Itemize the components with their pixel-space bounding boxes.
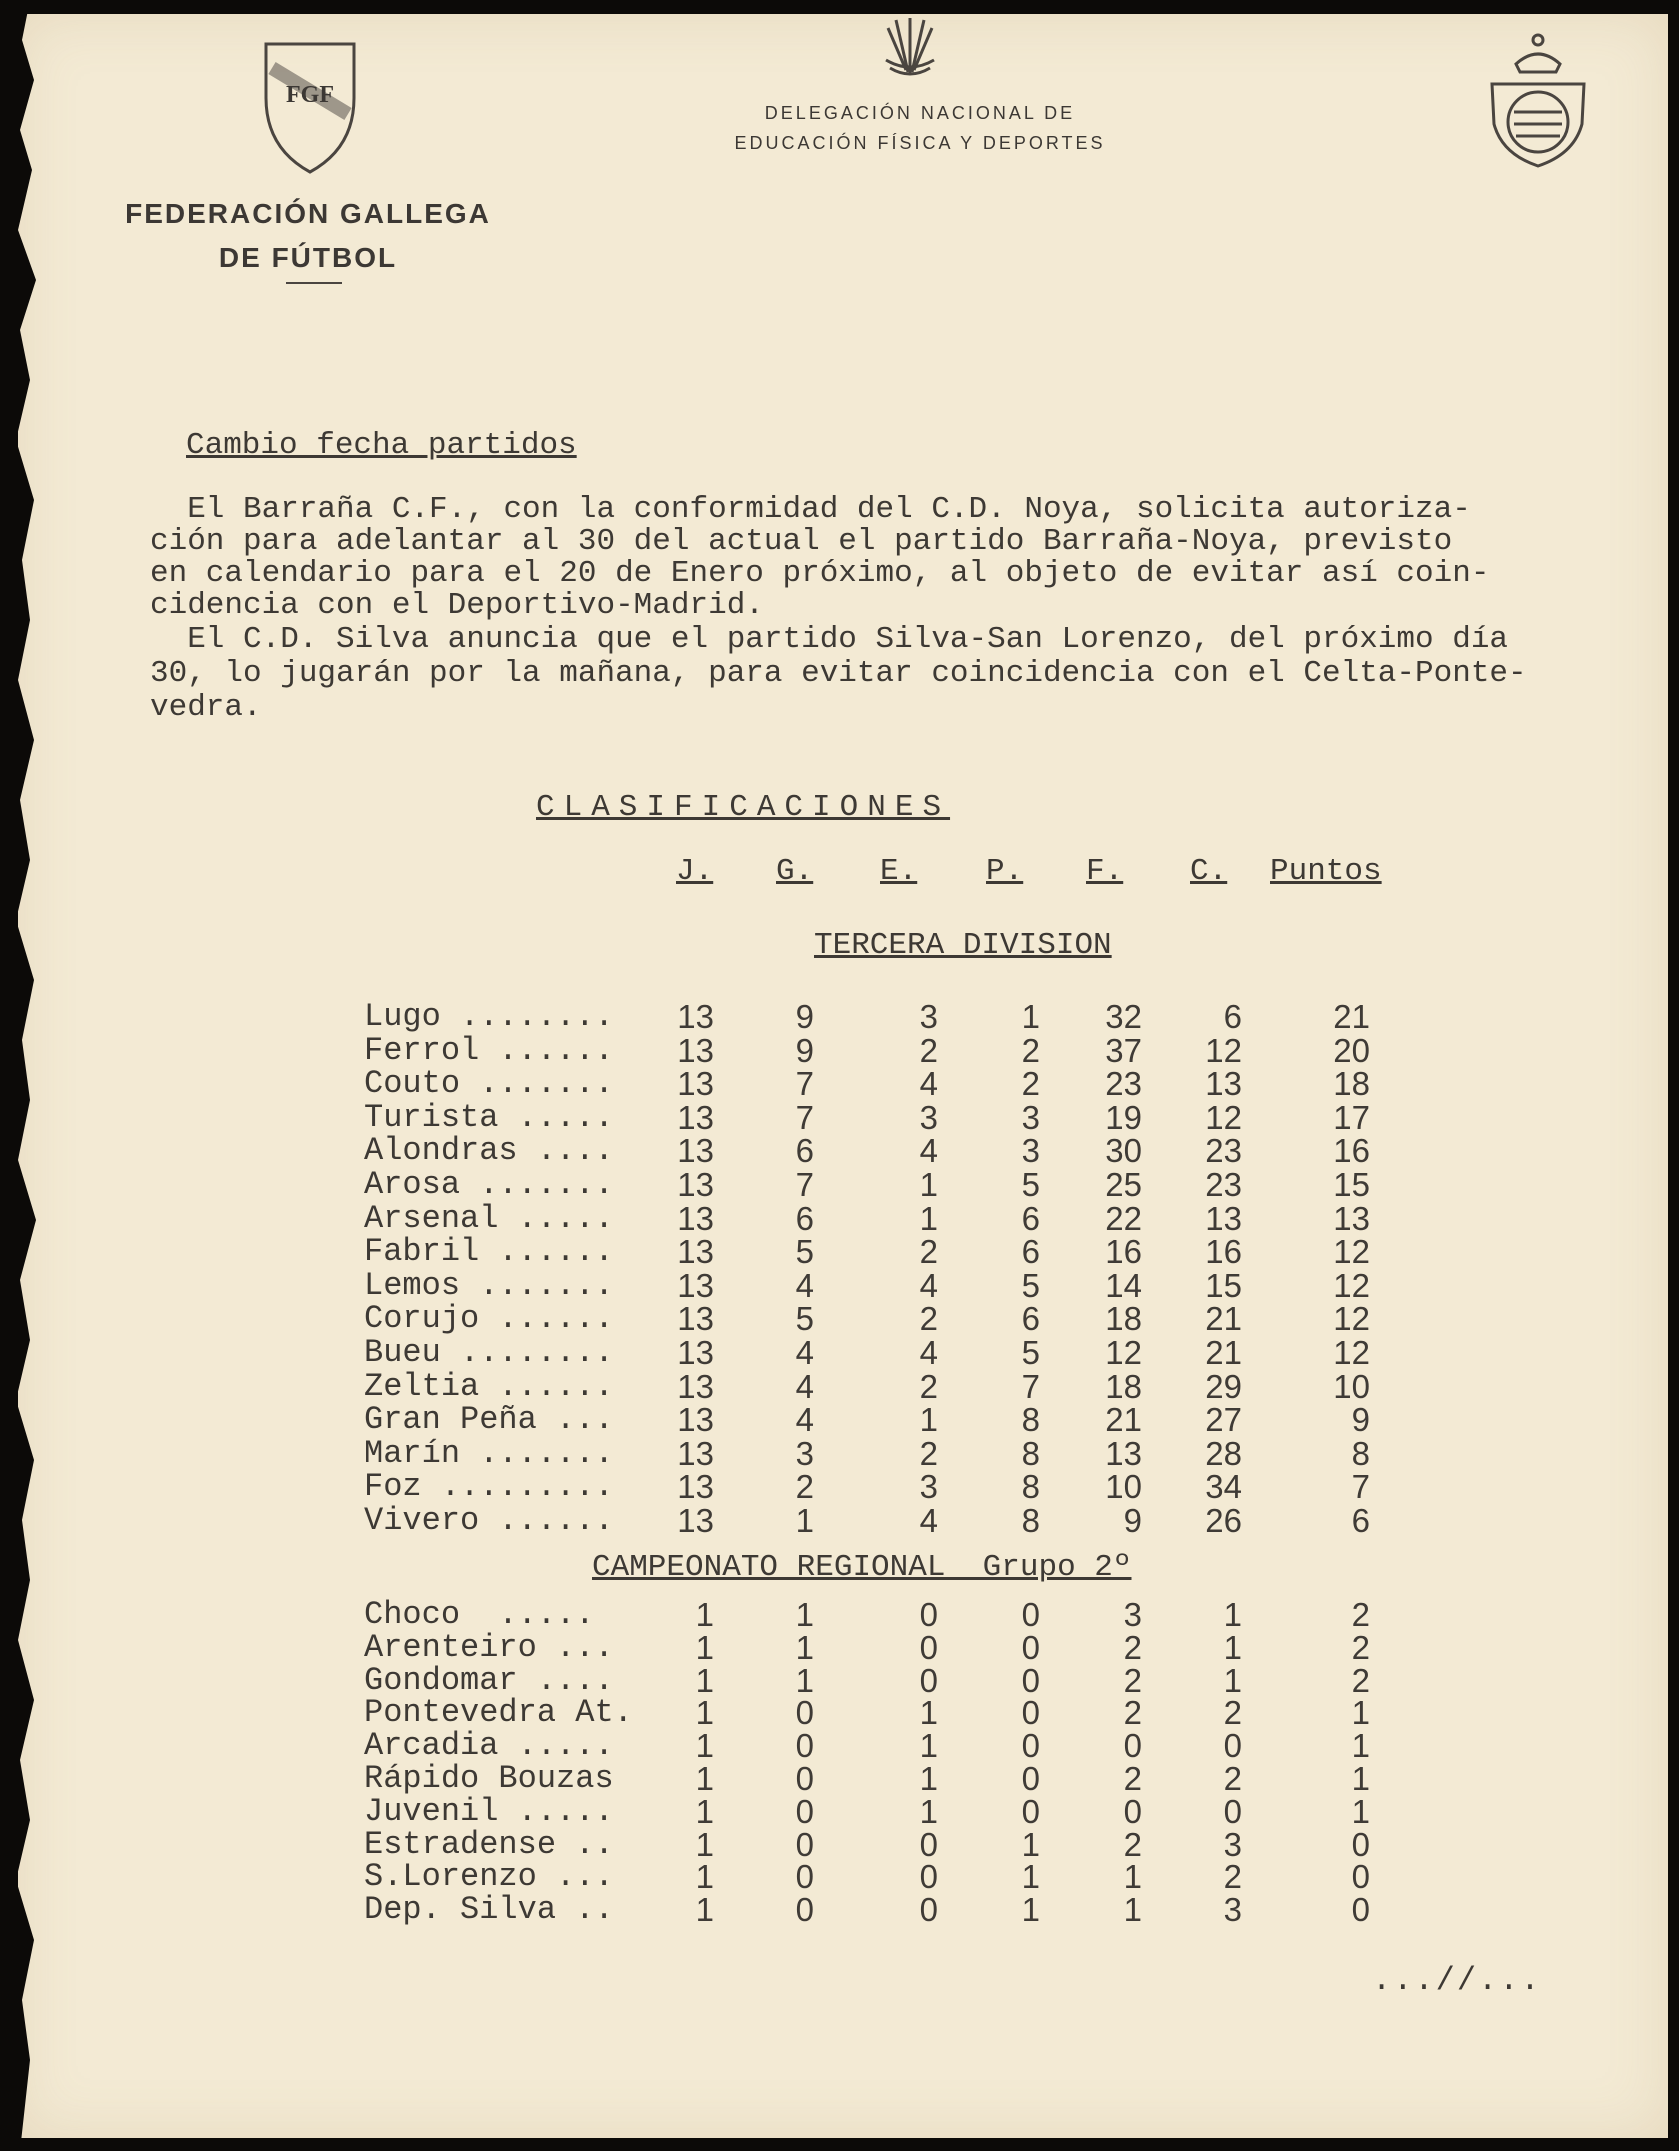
cell-g: 0	[795, 1727, 814, 1765]
cell-pts: 21	[1333, 998, 1370, 1035]
cell-g: 4	[795, 1266, 814, 1304]
cell-pts: 1	[1351, 1792, 1370, 1830]
table-row	[0, 1334, 1679, 1371]
cell-pts: 1	[1351, 1694, 1370, 1732]
table-row	[0, 998, 1679, 1035]
table-row	[0, 1596, 1679, 1633]
cell-pts: 7	[1351, 1468, 1370, 1506]
cell-f: 22	[1105, 1199, 1142, 1237]
cell-f: 21	[1105, 1401, 1142, 1439]
cell-c: 34	[1205, 1468, 1242, 1506]
table-row	[0, 1858, 1679, 1896]
table-row	[0, 1825, 1679, 1863]
cell-f: 2	[1123, 1825, 1142, 1863]
notice-line: El Barraña C.F., con la conformidad del C.D. Noya, solicita autoriza-	[150, 492, 1471, 527]
cell-c: 0	[1223, 1792, 1242, 1830]
table-row	[0, 1367, 1679, 1405]
team-name: Gran Peña ...	[364, 1401, 614, 1439]
cell-c: 1	[1223, 1628, 1242, 1666]
cell-c: 2	[1223, 1760, 1242, 1797]
table-row	[0, 1300, 1679, 1338]
table-row	[0, 1661, 1679, 1699]
cell-pts: 1	[1351, 1727, 1370, 1765]
cell-j: 1	[695, 1891, 714, 1929]
cell-e: 4	[919, 1132, 938, 1170]
svg-text:FGF: FGF	[286, 82, 334, 108]
table-row	[0, 1098, 1679, 1136]
cell-p: 1	[1021, 1825, 1040, 1863]
cell-f: 30	[1105, 1132, 1142, 1170]
cell-pts: 1	[1351, 1760, 1370, 1797]
cell-pts: 0	[1351, 1825, 1370, 1863]
header-rule	[286, 282, 342, 284]
cell-e: 0	[919, 1661, 938, 1699]
notice-line: ción para adelantar al 30 del actual el partido Barraña-Noya, previsto	[150, 524, 1453, 559]
column-header-g: G.	[776, 854, 814, 889]
cell-g: 1	[795, 1596, 814, 1633]
regional-title: CAMPEONATO REGIONAL Grupo 2º	[592, 1550, 1132, 1585]
team-name: Lemos .......	[364, 1266, 614, 1304]
cell-p: 6	[1021, 1233, 1040, 1271]
cell-j: 13	[677, 1166, 714, 1203]
cell-c: 1	[1223, 1661, 1242, 1699]
cell-c: 12	[1205, 1031, 1242, 1069]
cell-f: 0	[1123, 1727, 1142, 1765]
cell-f: 32	[1105, 998, 1142, 1035]
cell-p: 0	[1021, 1628, 1040, 1666]
cell-g: 1	[795, 1661, 814, 1699]
cell-f: 1	[1123, 1858, 1142, 1896]
cell-j: 1	[695, 1694, 714, 1732]
cell-g: 0	[795, 1792, 814, 1830]
yoke-arrows-emblem	[880, 14, 940, 82]
cell-j: 13	[677, 1266, 714, 1304]
cell-f: 14	[1105, 1266, 1142, 1304]
table-row	[0, 1199, 1679, 1237]
cell-p: 6	[1021, 1199, 1040, 1237]
cell-e: 3	[919, 998, 938, 1035]
cell-g: 3	[795, 1434, 814, 1472]
cell-p: 0	[1021, 1596, 1040, 1633]
cell-p: 6	[1021, 1300, 1040, 1338]
cell-f: 25	[1105, 1166, 1142, 1203]
cell-p: 1	[1021, 998, 1040, 1035]
cell-j: 1	[695, 1596, 714, 1633]
cell-f: 2	[1123, 1694, 1142, 1732]
cell-j: 13	[677, 1233, 714, 1271]
cell-g: 7	[795, 1166, 814, 1203]
cell-j: 1	[695, 1792, 714, 1830]
team-name: Foz .........	[364, 1468, 614, 1506]
team-name: Arenteiro ...	[364, 1628, 614, 1666]
cell-e: 1	[919, 1199, 938, 1237]
cell-j: 1	[695, 1727, 714, 1765]
notice-line: 30, lo jugarán por la mañana, para evitar coincidencia con el Celta-Ponte-	[150, 656, 1527, 691]
cell-f: 23	[1105, 1065, 1142, 1103]
cell-f: 19	[1105, 1098, 1142, 1136]
team-name: Arsenal .....	[364, 1199, 614, 1237]
table-row	[0, 1760, 1679, 1797]
team-name: Dep. Silva ..	[364, 1891, 614, 1929]
team-name: Alondras ....	[364, 1132, 614, 1170]
tercera-division-title: TERCERA DIVISION	[814, 928, 1112, 963]
team-name: Turista .....	[364, 1098, 614, 1136]
cell-g: 0	[795, 1694, 814, 1732]
cell-g: 0	[795, 1858, 814, 1896]
cell-g: 6	[795, 1132, 814, 1170]
team-name: Arosa .......	[364, 1166, 614, 1203]
table-row	[0, 1065, 1679, 1103]
cell-c: 23	[1205, 1132, 1242, 1170]
team-name: Fabril ......	[364, 1233, 614, 1271]
cell-j: 13	[677, 1367, 714, 1405]
table-row	[0, 1468, 1679, 1506]
column-header-c: C.	[1190, 854, 1228, 889]
cell-p: 1	[1021, 1858, 1040, 1896]
cell-g: 9	[795, 998, 814, 1035]
cell-p: 0	[1021, 1760, 1040, 1797]
cell-f: 18	[1105, 1300, 1142, 1338]
cell-f: 2	[1123, 1661, 1142, 1699]
cell-e: 1	[919, 1166, 938, 1203]
team-name: Vivero ......	[364, 1502, 614, 1539]
cell-pts: 15	[1333, 1166, 1370, 1203]
cell-pts: 18	[1333, 1065, 1370, 1103]
cell-j: 13	[677, 1199, 714, 1237]
cell-g: 1	[795, 1628, 814, 1666]
cell-pts: 6	[1351, 1502, 1370, 1539]
cell-g: 4	[795, 1334, 814, 1371]
column-header-e: E.	[880, 854, 918, 889]
cell-c: 26	[1205, 1502, 1242, 1539]
cell-p: 2	[1021, 1031, 1040, 1069]
cell-c: 13	[1205, 1065, 1242, 1103]
cell-g: 2	[795, 1468, 814, 1506]
team-name: Couto .......	[364, 1065, 614, 1103]
cell-e: 0	[919, 1858, 938, 1896]
cell-pts: 0	[1351, 1858, 1370, 1896]
cell-p: 5	[1021, 1334, 1040, 1371]
cell-c: 1	[1223, 1596, 1242, 1633]
cell-g: 4	[795, 1401, 814, 1439]
column-header-puntos: Puntos	[1270, 854, 1382, 889]
cell-c: 21	[1205, 1334, 1242, 1371]
cell-c: 29	[1205, 1367, 1242, 1405]
cell-g: 0	[795, 1825, 814, 1863]
cell-g: 7	[795, 1065, 814, 1103]
cell-f: 3	[1123, 1596, 1142, 1633]
cell-g: 4	[795, 1367, 814, 1405]
table-row	[0, 1694, 1679, 1732]
team-name: Zeltia ......	[364, 1367, 614, 1405]
federation-name: FEDERACIÓN GALLEGA DE FÚTBOL	[125, 198, 491, 273]
cell-pts: 12	[1333, 1300, 1370, 1338]
cell-f: 12	[1105, 1334, 1142, 1371]
notice-line: cidencia con el Deportivo-Madrid.	[150, 588, 764, 623]
cell-f: 18	[1105, 1367, 1142, 1405]
cell-j: 1	[695, 1628, 714, 1666]
cell-pts: 0	[1351, 1891, 1370, 1929]
column-header-j: J.	[676, 854, 714, 889]
cell-pts: 12	[1333, 1266, 1370, 1304]
cell-e: 3	[919, 1468, 938, 1506]
cell-pts: 16	[1333, 1132, 1370, 1170]
table-row	[0, 1792, 1679, 1830]
team-name: Choco .....	[364, 1596, 595, 1633]
cell-e: 4	[919, 1266, 938, 1304]
team-name: Gondomar ....	[364, 1661, 614, 1699]
team-name: Rápido Bouzas	[364, 1760, 614, 1797]
continues-mark: ...//...	[1372, 1962, 1542, 1999]
table-row	[0, 1166, 1679, 1203]
cell-p: 3	[1021, 1132, 1040, 1170]
cell-e: 0	[919, 1891, 938, 1929]
cell-j: 13	[677, 1502, 714, 1539]
cell-e: 0	[919, 1825, 938, 1863]
cell-g: 0	[795, 1760, 814, 1797]
cell-c: 12	[1205, 1098, 1242, 1136]
cell-e: 4	[919, 1502, 938, 1539]
cell-j: 13	[677, 1334, 714, 1371]
cell-e: 2	[919, 1434, 938, 1472]
cell-e: 2	[919, 1300, 938, 1338]
team-name: Juvenil .....	[364, 1792, 614, 1830]
column-header-p: P.	[986, 854, 1024, 889]
cell-pts: 2	[1351, 1596, 1370, 1633]
cell-j: 13	[677, 1065, 714, 1103]
cell-c: 6	[1223, 998, 1242, 1035]
cell-j: 13	[677, 1468, 714, 1506]
cell-e: 2	[919, 1031, 938, 1069]
cell-j: 13	[677, 998, 714, 1035]
team-name: Ferrol ......	[364, 1031, 614, 1069]
cell-c: 3	[1223, 1891, 1242, 1929]
cell-p: 1	[1021, 1891, 1040, 1929]
team-name: S.Lorenzo ...	[364, 1858, 614, 1896]
cell-g: 5	[795, 1233, 814, 1271]
cell-pts: 17	[1333, 1098, 1370, 1136]
cell-p: 0	[1021, 1661, 1040, 1699]
standings-title: CLASIFICACIONES	[536, 790, 951, 825]
cell-c: 16	[1205, 1233, 1242, 1271]
cell-f: 2	[1123, 1760, 1142, 1797]
notice-title: Cambio fecha partidos	[186, 428, 577, 463]
cell-pts: 12	[1333, 1334, 1370, 1371]
cell-f: 10	[1105, 1468, 1142, 1506]
crowned-shield-logo	[1486, 24, 1590, 170]
cell-j: 1	[695, 1858, 714, 1896]
team-name: Lugo ........	[364, 998, 614, 1035]
cell-g: 1	[795, 1502, 814, 1539]
cell-pts: 12	[1333, 1233, 1370, 1271]
cell-f: 16	[1105, 1233, 1142, 1271]
cell-c: 15	[1205, 1266, 1242, 1304]
cell-e: 1	[919, 1727, 938, 1765]
team-name: Marín .......	[364, 1434, 614, 1472]
cell-f: 1	[1123, 1891, 1142, 1929]
column-header-f: F.	[1086, 854, 1124, 889]
table-row	[0, 1401, 1679, 1439]
cell-e: 4	[919, 1334, 938, 1371]
cell-e: 4	[919, 1065, 938, 1103]
team-name: Bueu ........	[364, 1334, 614, 1371]
cell-j: 1	[695, 1661, 714, 1699]
notice-line: en calendario para el 20 de Enero próximo, al objeto de evitar así coin-	[150, 556, 1490, 591]
cell-e: 1	[919, 1401, 938, 1439]
cell-j: 13	[677, 1031, 714, 1069]
cell-c: 2	[1223, 1694, 1242, 1732]
cell-c: 23	[1205, 1166, 1242, 1203]
federation-shield-logo	[262, 38, 358, 176]
cell-e: 1	[919, 1694, 938, 1732]
cell-c: 27	[1205, 1401, 1242, 1439]
cell-p: 5	[1021, 1166, 1040, 1203]
cell-c: 13	[1205, 1199, 1242, 1237]
cell-j: 13	[677, 1098, 714, 1136]
team-name: Estradense ..	[364, 1825, 614, 1863]
cell-p: 5	[1021, 1266, 1040, 1304]
table-row	[0, 1434, 1679, 1472]
cell-pts: 8	[1351, 1434, 1370, 1472]
cell-c: 2	[1223, 1858, 1242, 1896]
team-name: Arcadia .....	[364, 1727, 614, 1765]
cell-p: 0	[1021, 1727, 1040, 1765]
cell-e: 1	[919, 1792, 938, 1830]
cell-g: 6	[795, 1199, 814, 1237]
cell-c: 28	[1205, 1434, 1242, 1472]
cell-c: 3	[1223, 1825, 1242, 1863]
cell-pts: 10	[1333, 1367, 1370, 1405]
cell-pts: 2	[1351, 1661, 1370, 1699]
table-row	[0, 1891, 1679, 1929]
cell-c: 21	[1205, 1300, 1242, 1338]
cell-p: 8	[1021, 1502, 1040, 1539]
cell-j: 13	[677, 1300, 714, 1338]
cell-p: 8	[1021, 1468, 1040, 1506]
cell-pts: 9	[1351, 1401, 1370, 1439]
cell-g: 0	[795, 1891, 814, 1929]
cell-pts: 20	[1333, 1031, 1370, 1069]
cell-p: 0	[1021, 1792, 1040, 1830]
cell-p: 2	[1021, 1065, 1040, 1103]
cell-j: 1	[695, 1760, 714, 1797]
cell-f: 37	[1105, 1031, 1142, 1069]
cell-j: 13	[677, 1434, 714, 1472]
table-row	[0, 1233, 1679, 1271]
cell-g: 7	[795, 1098, 814, 1136]
cell-f: 9	[1123, 1502, 1142, 1539]
table-row	[0, 1727, 1679, 1765]
team-name: Pontevedra At.	[364, 1694, 633, 1732]
table-row	[0, 1266, 1679, 1304]
cell-j: 1	[695, 1825, 714, 1863]
table-row	[0, 1628, 1679, 1666]
cell-pts: 2	[1351, 1628, 1370, 1666]
notice-line: El C.D. Silva anuncia que el partido Silva-San Lorenzo, del próximo día	[150, 622, 1509, 657]
cell-e: 1	[919, 1760, 938, 1797]
cell-j: 13	[677, 1132, 714, 1170]
notice-line: vedra.	[150, 690, 262, 725]
cell-e: 0	[919, 1596, 938, 1633]
cell-f: 0	[1123, 1792, 1142, 1830]
cell-f: 2	[1123, 1628, 1142, 1666]
cell-pts: 13	[1333, 1199, 1370, 1237]
cell-e: 3	[919, 1098, 938, 1136]
team-name: Corujo ......	[364, 1300, 614, 1338]
cell-e: 0	[919, 1628, 938, 1666]
cell-p: 7	[1021, 1367, 1040, 1405]
table-row	[0, 1031, 1679, 1069]
cell-j: 13	[677, 1401, 714, 1439]
cell-c: 0	[1223, 1727, 1242, 1765]
cell-g: 9	[795, 1031, 814, 1069]
cell-p: 8	[1021, 1434, 1040, 1472]
cell-p: 8	[1021, 1401, 1040, 1439]
cell-g: 5	[795, 1300, 814, 1338]
delegacion-nacional: DELEGACIÓN NACIONAL DE EDUCACIÓN FÍSICA Y DEPORTES	[734, 103, 1106, 153]
cell-f: 13	[1105, 1434, 1142, 1472]
cell-p: 0	[1021, 1694, 1040, 1732]
cell-e: 2	[919, 1367, 938, 1405]
cell-p: 3	[1021, 1098, 1040, 1136]
table-row	[0, 1502, 1679, 1539]
cell-e: 2	[919, 1233, 938, 1271]
table-row	[0, 1132, 1679, 1170]
